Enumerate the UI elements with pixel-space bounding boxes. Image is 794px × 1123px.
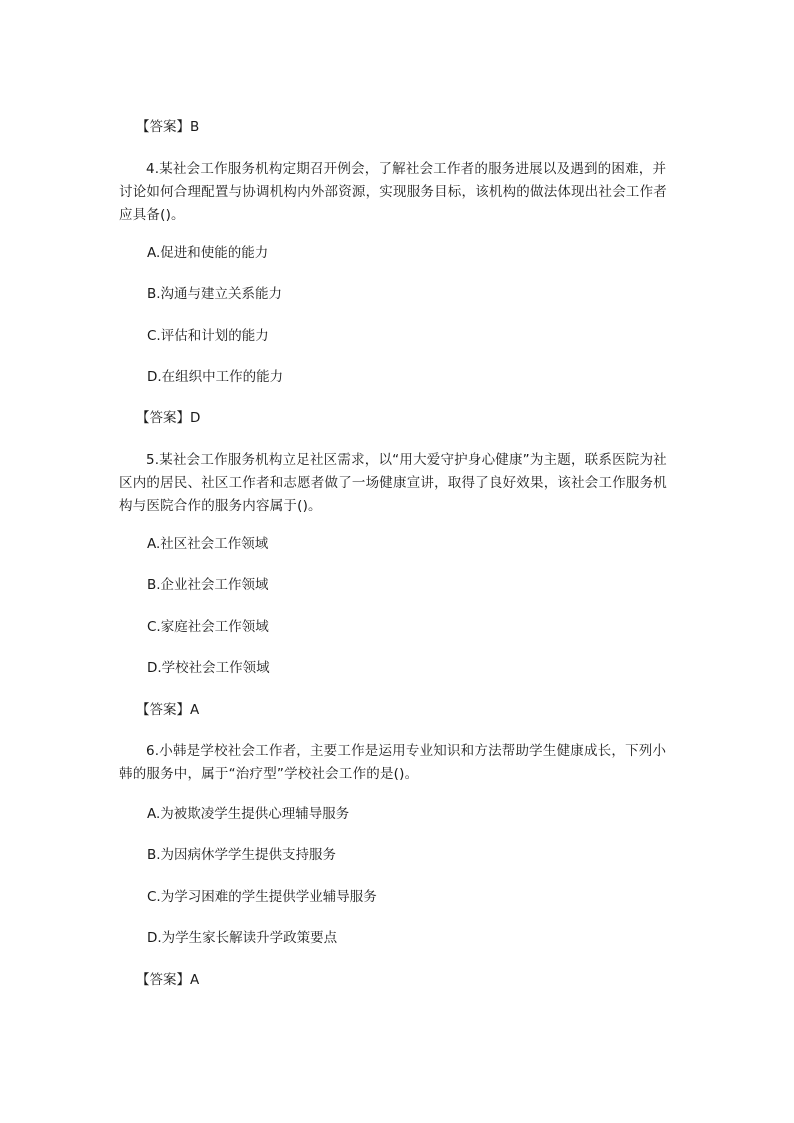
- answer-q5: 【答案】A: [136, 702, 200, 718]
- answer-q3: 【答案】B: [136, 119, 200, 135]
- question-6-option-a: A.为被欺凌学生提供心理辅导服务: [147, 806, 350, 822]
- question-5-option-d: D.学校社会工作领域: [147, 660, 270, 676]
- question-4-stem: 4.某社会工作服务机构定期召开例会，了解社会工作者的服务进展以及遇到的困难，并讨论如何合理配置与协调机构内外部资源，实现服务目标，该机构的做法体现出社会工作者应具备()。: [119, 161, 667, 223]
- answer-q4: 【答案】D: [136, 410, 201, 426]
- question-5-option-a: A.社区社会工作领域: [147, 536, 269, 552]
- question-4-option-c: C.评估和计划的能力: [147, 328, 269, 344]
- question-4-option-d: D.在组织中工作的能力: [147, 369, 284, 385]
- question-5-option-c: C.家庭社会工作领域: [147, 619, 269, 635]
- question-6-option-c: C.为学习困难的学生提供学业辅导服务: [147, 889, 377, 905]
- question-6-option-b: B.为因病休学学生提供支持服务: [147, 847, 337, 863]
- question-4-option-a: A.促进和使能的能力: [147, 245, 269, 261]
- question-4-option-b: B.沟通与建立关系能力: [147, 286, 283, 302]
- question-6-option-d: D.为学生家长解读升学政策要点: [147, 930, 338, 946]
- question-5-stem: 5.某社会工作服务机构立足社区需求，以“用大爱守护身心健康”为主题，联系医院为社区内的居民、社区工作者和志愿者做了一场健康宣讲，取得了良好效果，该社会工作服务机构与医院合作的服务内容属于()。: [119, 452, 667, 514]
- answer-q6: 【答案】A: [136, 972, 200, 988]
- question-6-stem: 6.小韩是学校社会工作者，主要工作是运用专业知识和方法帮助学生健康成长，下列小韩的服务中，属于“治疗型”学校社会工作的是()。: [119, 743, 667, 782]
- question-5-option-b: B.企业社会工作领域: [147, 577, 269, 593]
